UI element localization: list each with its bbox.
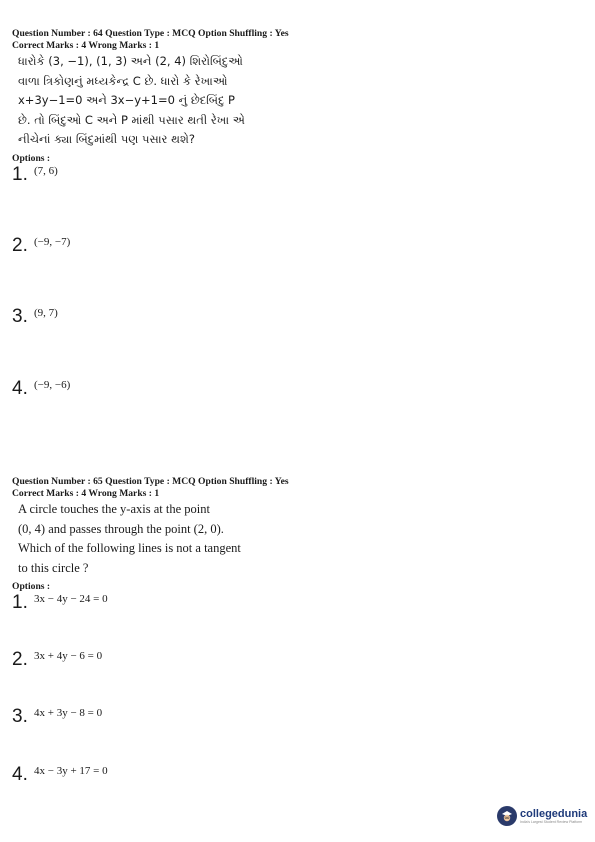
stem-line: A circle touches the y-axis at the point <box>18 502 210 516</box>
stem-line: ધારોકે (3, −1), (1, 3) અને (2, 4) શિરોબિંદુઓ <box>18 54 243 68</box>
option-text: (−9, −6) <box>34 378 71 391</box>
stem-line: વાળા ત્રિકોણનું મધ્યકેન્દ્ર C છે. ધારો કે રેખાઓ <box>18 73 228 88</box>
option-text: 4x − 3y + 17 = 0 <box>34 765 108 777</box>
option-text: (9, 7) <box>34 306 58 319</box>
option-text: 3x + 4y − 6 = 0 <box>34 650 103 662</box>
stem-line: Which of the following lines is not a tangent <box>18 541 241 555</box>
stem-line: x+3y−1=0 અને 3x−y+1=0 નું છેદબિંદુ P <box>18 93 235 107</box>
question-header: Question Number : 65 Question Type : MCQ Option Shuffling : Yes <box>12 476 289 487</box>
collegedunia-logo[interactable] <box>497 802 589 830</box>
option-4[interactable] <box>12 765 108 785</box>
option-2[interactable] <box>12 650 102 670</box>
option-4[interactable] <box>12 379 70 399</box>
options-label: Options : <box>12 581 51 592</box>
stem-line: નીચેનાં ક્યા બિંદુમાંથી પણ પસાર થશે? <box>18 132 195 146</box>
logo-text <box>520 808 587 824</box>
question-stem <box>18 500 280 578</box>
option-number: 4. <box>12 764 28 785</box>
option-number: 2. <box>12 234 28 256</box>
option-3[interactable] <box>12 307 58 327</box>
question-65 <box>12 476 572 785</box>
student-face-icon <box>497 806 517 826</box>
question-header: Question Number : 64 Question Type : MCQ Option Shuffling : Yes <box>12 28 289 39</box>
option-number: 4. <box>12 377 28 399</box>
question-64 <box>12 28 572 399</box>
option-text: 4x + 3y − 8 = 0 <box>34 707 103 719</box>
option-3[interactable] <box>12 707 102 727</box>
logo-name: collegedunia <box>520 808 588 820</box>
option-text: (−9, −7) <box>34 235 71 248</box>
logo-tagline: India's Largest Student Review Platform <box>520 820 583 824</box>
stem-line: છે. તો બિંદુઓ C અને P માંથી પસાર થતી રેખા એ <box>18 112 245 127</box>
options-label: Options : <box>12 152 51 164</box>
option-number: 1. <box>12 163 28 185</box>
option-text: (7, 6) <box>34 164 58 177</box>
stem-line: to this circle ? <box>18 560 89 575</box>
option-2[interactable] <box>12 236 70 256</box>
marks-header: Correct Marks : 4 Wrong Marks : 1 <box>12 40 160 51</box>
option-number: 1. <box>12 592 28 613</box>
option-number: 3. <box>12 706 28 727</box>
marks-header: Correct Marks : 4 Wrong Marks : 1 <box>12 488 160 499</box>
option-number: 2. <box>12 649 28 670</box>
option-text: 3x − 4y − 24 = 0 <box>34 593 108 605</box>
option-1[interactable] <box>12 165 58 185</box>
option-number: 3. <box>12 305 28 327</box>
stem-line: (0, 4) and passes through the point (2, 0). <box>18 521 224 536</box>
question-stem <box>18 52 280 150</box>
option-1[interactable] <box>12 593 108 613</box>
